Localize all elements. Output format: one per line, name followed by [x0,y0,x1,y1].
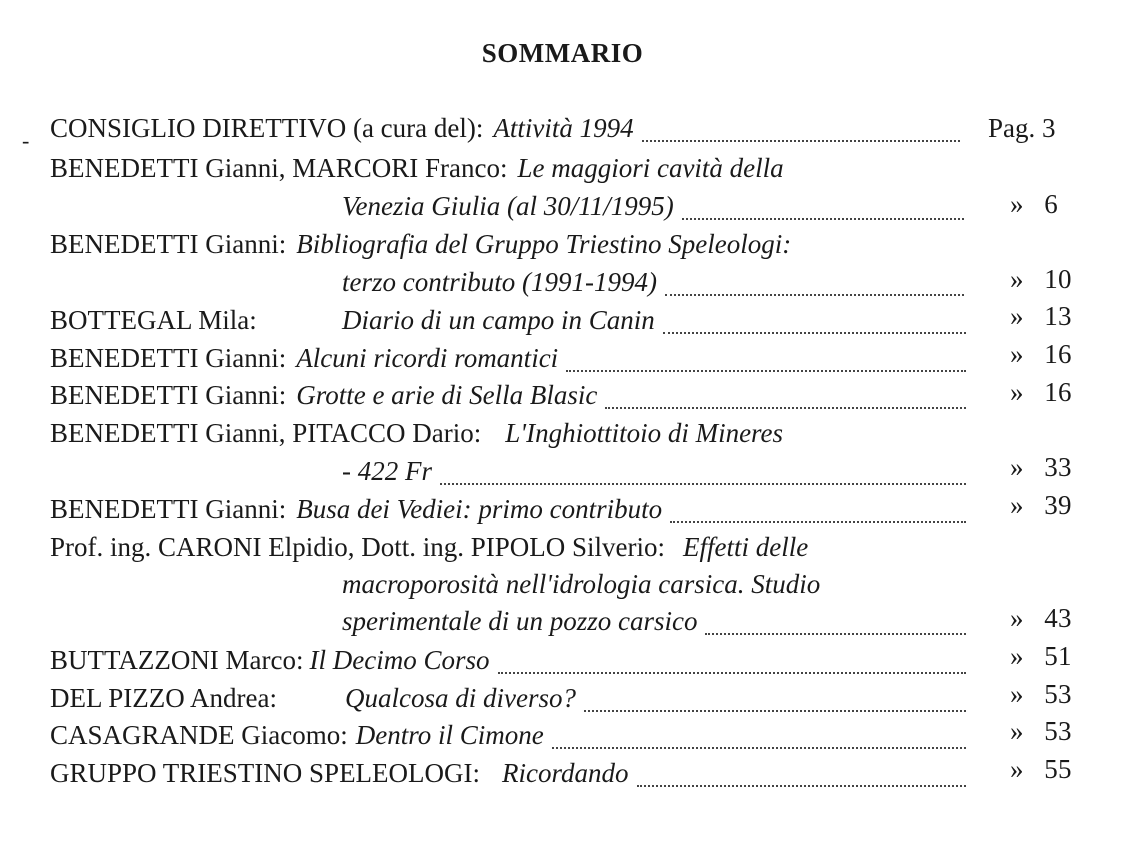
entry-author: BENEDETTI Gianni: [50,380,287,410]
entry-title: - 422 Fr [342,456,432,486]
toc-entry [50,113,960,151]
entry-author: GRUPPO TRIESTINO SPELEOLOGI: [50,758,481,788]
entry-page-number: 53 [1044,679,1072,709]
entry-title: sperimentale di un pozzo carsico [342,606,698,636]
entry-page-number: 55 [1044,754,1072,784]
entry-title: Busa dei Vediei: primo contributo [296,494,663,524]
dot-leader [605,407,966,409]
page-title: SOMMARIO [481,38,644,68]
toc-entry [50,494,966,532]
toc-entry-continuation [342,267,964,305]
dot-leader [584,710,966,712]
dot-leader [665,294,964,296]
page-prefix: Pag. [988,113,1036,143]
continuation-mark: » [1010,452,1024,482]
continuation-mark: » [1010,603,1024,633]
entry-title: Alcuni ricordi romantici [296,343,559,373]
entry-author: Prof. ing. CARONI Elpidio, Dott. ing. PIPOLO Silverio: [50,532,666,562]
continuation-mark: » [1010,490,1024,520]
entry-page-number: 13 [1044,301,1072,331]
entry-page-ref [1010,679,1072,710]
entry-page-ref [1010,490,1072,521]
entry-page-ref [1010,603,1072,634]
entry-author: BENEDETTI Gianni, PITACCO Dario: [50,418,482,448]
entry-page-ref [1010,301,1072,332]
entry-title: Dentro il Cimone [355,720,544,750]
toc-entry [50,683,966,721]
toc-entry-continuation [342,456,966,494]
entry-title: macroporosità nell'idrologia carsica. Studio [342,569,821,599]
entry-page-number: 16 [1044,339,1072,369]
entry-title: Grotte e arie di Sella Blasic [296,380,598,410]
entry-page-number: 53 [1044,716,1072,746]
dot-leader [566,370,966,372]
entry-author: BENEDETTI Gianni: [50,343,287,373]
entry-title: L'Inghiottitoio di Mineres [505,418,784,448]
dot-leader [440,483,966,485]
toc-entry [50,720,966,758]
toc-entry-continuation [342,606,966,644]
continuation-mark: » [1010,716,1024,746]
entry-page-ref [1010,264,1072,295]
continuation-mark: » [1010,189,1024,219]
entry-title: Attività 1994 [493,113,634,143]
toc-entry [50,418,950,456]
toc-entry [50,758,966,796]
dot-leader [498,672,966,674]
entry-page-ref [1010,754,1072,785]
toc-entry [50,645,966,683]
entry-title: Ricordando [502,758,629,788]
continuation-mark: » [1010,301,1024,331]
entry-page-ref [1010,716,1072,747]
entry-title: Il Decimo Corso [309,645,490,675]
continuation-mark: » [1010,641,1024,671]
margin-mark: - [22,128,30,153]
entry-page-ref [1010,377,1072,408]
toc-entry [50,532,970,570]
entry-title: Le maggiori cavità della [517,153,784,183]
entry-page-number: 51 [1044,641,1072,671]
dot-leader [682,218,964,220]
entry-author: DEL PIZZO Andrea: [50,683,277,713]
entry-page-ref [1010,189,1058,220]
entry-page-number: 39 [1044,490,1072,520]
dot-leader [663,332,966,334]
entry-author: BENEDETTI Gianni, MARCORI Franco: [50,153,508,183]
entry-author: BENEDETTI Gianni: [50,229,287,259]
entry-page-number: 43 [1044,603,1072,633]
entry-page-number: 10 [1044,264,1072,294]
dot-leader [705,633,966,635]
entry-title: Qualcosa di diverso? [345,683,576,713]
continuation-mark: » [1010,754,1024,784]
toc-entry [50,343,966,381]
entry-page-number: 16 [1044,377,1072,407]
entry-page-ref [1010,339,1072,370]
entry-title: Bibliografia del Gruppo Triestino Speleologi: [296,229,792,259]
entry-page-ref [1010,641,1072,672]
entry-page-number: 3 [1042,113,1056,143]
dot-leader [642,140,960,142]
entry-title: Diario di un campo in Canin [342,305,655,335]
entry-page-number: 6 [1044,189,1059,219]
entry-title: Effetti delle [683,532,809,562]
continuation-mark: » [1010,339,1024,369]
dot-leader [552,747,966,749]
continuation-mark: » [1010,679,1024,709]
entry-title: Venezia Giulia (al 30/11/1995) [342,191,674,221]
entry-author: CASAGRANDE Giacomo: [50,720,348,750]
toc-entry [50,380,966,418]
toc-entry [50,229,950,267]
toc-entry [50,305,966,343]
toc-entry-continuation [342,569,966,607]
dot-leader [670,521,966,523]
entry-author: BOTTEGAL Mila: [50,305,257,335]
continuation-mark: » [1010,264,1024,294]
entry-author: BENEDETTI Gianni: [50,494,287,524]
entry-page-ref [1010,452,1072,483]
entry-author: BUTTAZZONI Marco: [50,645,304,675]
continuation-mark: » [1010,377,1024,407]
entry-title: terzo contributo (1991-1994) [342,267,657,297]
entry-page-number: 33 [1044,452,1072,482]
dot-leader [637,785,966,787]
entry-page-ref [988,113,1056,144]
toc-entry [50,153,950,191]
entry-author: CONSIGLIO DIRETTIVO (a cura del): [50,113,484,143]
toc-entry-continuation [342,191,964,229]
